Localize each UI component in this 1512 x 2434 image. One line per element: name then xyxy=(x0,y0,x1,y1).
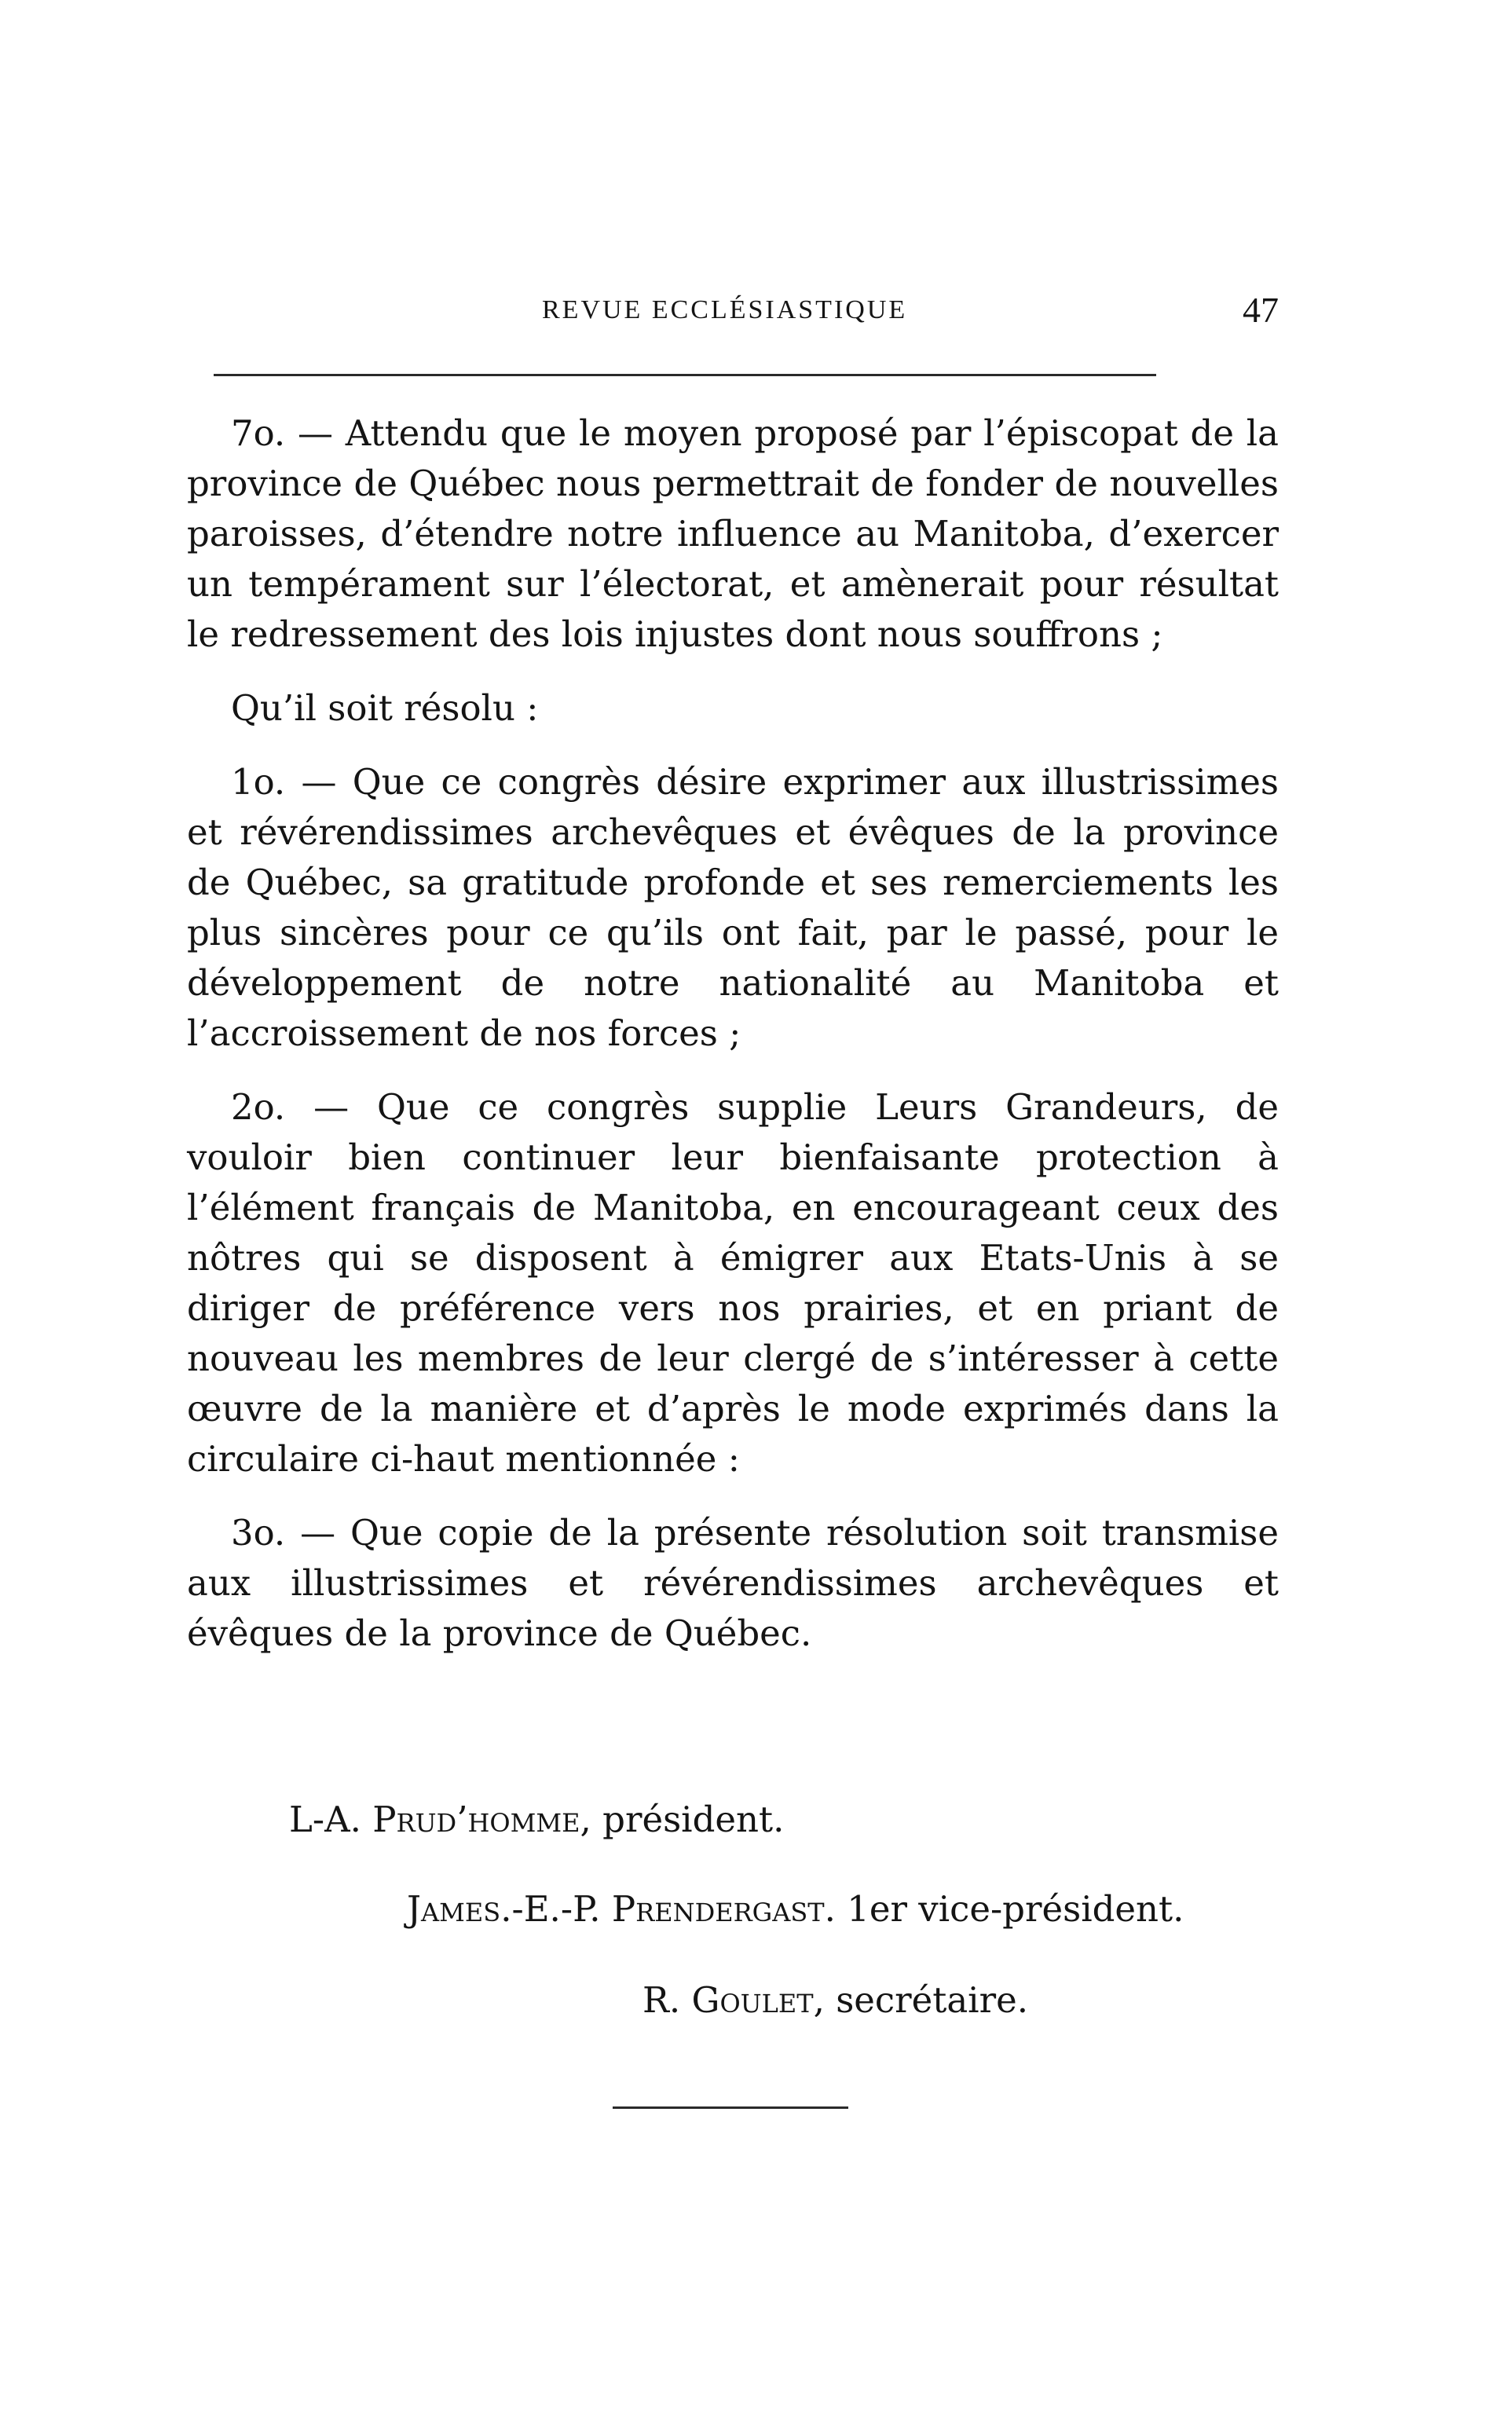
signature-name: R. Goulet xyxy=(643,1979,814,2021)
signature-name: James.-E.-P. Prendergast xyxy=(407,1888,825,1930)
resolved-line: Qu’il soit résolu : xyxy=(231,687,539,729)
signature-role: , président. xyxy=(580,1799,785,1840)
paragraph-3o: 3o. — Que copie de la présente résolution soit transmise aux illustrissimes et révérendissimes archevêques et évêques de la province de Québec. xyxy=(187,1512,1279,1654)
paragraph-7o: 7o. — Attendu que le moyen proposé par l’épiscopat de la province de Québec nous permettrait de fonder de nouvelles paroisses, d’étendre notre influence au Manitoba, d’exercer un tempérament sur l’électorat, et amènerait pour résultat le redressement des lois injustes dont nous souffrons ; xyxy=(187,412,1279,655)
signature-name: L-A. Prud’homme xyxy=(289,1799,580,1840)
signature-role: . 1er vice-président. xyxy=(824,1888,1184,1930)
signature-secretary xyxy=(643,1979,1028,2021)
body-text xyxy=(187,408,1279,1659)
signature-president xyxy=(289,1799,784,1840)
running-title: REVUE ECCLÉSIASTIQUE xyxy=(542,295,908,324)
signature-role: , secrétaire. xyxy=(813,1979,1029,2021)
page-header xyxy=(187,289,1279,336)
paragraph-1o: 1o. — Que ce congrès désire exprimer aux illustrissimes et révérendissimes archevêques et évêques de la province de Québec, sa gratitude profonde et ses remerciements les plus sincères pour ce qu’ils ont fait, par le passé, pour le développement de notre nationalité au Manitoba et l’accroissement de nos forces ; xyxy=(187,761,1279,1054)
closing-rule xyxy=(613,2106,848,2109)
paragraph-2o: 2o. — Que ce congrès supplie Leurs Grandeurs, de vouloir bien continuer leur bienfaisante protection à l’élément français de Manitoba, en encourageant ceux des nôtres qui se disposent à émigrer aux Etats-Unis à se diriger de préférence vers nos prairies, et en priant de nouveau les membres de leur clergé de s’intéresser à cette œuvre de la manière et d’après le mode exprimés dans la circulaire ci-haut mentionnée : xyxy=(187,1086,1279,1480)
page-number: 47 xyxy=(1243,290,1279,330)
signature-vice-president xyxy=(407,1888,1184,1930)
header-rule xyxy=(214,374,1156,376)
